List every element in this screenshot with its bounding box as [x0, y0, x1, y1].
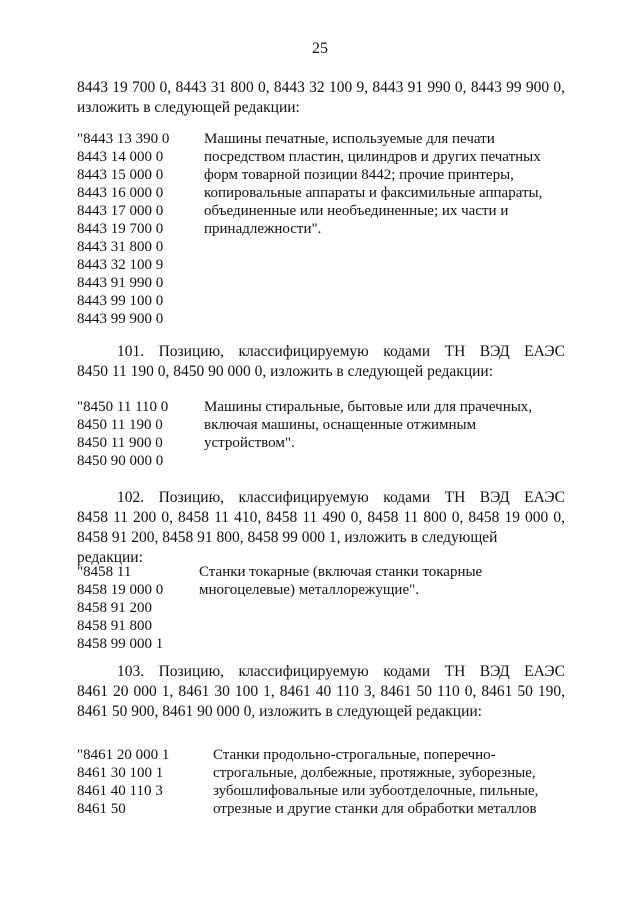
item-101-line-2: 8450 11 190 0, 8450 90 000 0, изложить в следующей редакции: — [77, 363, 494, 380]
item-103-line-2: 8461 20 000 1, 8461 30 100 1, 8461 40 110 3, 8461 50 110 0, 8461 50 190, — [77, 683, 565, 700]
code-item: 8443 31 800 0 — [77, 239, 164, 255]
code-item: 8443 16 000 0 — [77, 185, 164, 201]
description-line: Машины печатные, используемые для печати — [204, 131, 495, 147]
item-102-line-3: 8458 91 200, 8458 91 800, 8458 99 000 1, изложить в следующей редакции: — [77, 529, 498, 566]
code-item: 8458 91 200 — [77, 600, 152, 616]
code-item: 8443 91 990 0 — [77, 275, 164, 291]
code-item: 8443 99 100 0 — [77, 293, 164, 309]
description-line: копировальные аппараты и факсимильные аппараты, — [204, 185, 543, 201]
description-line: Станки продольно-строгальные, поперечно- — [213, 747, 496, 763]
code-item: 8450 11 900 0 — [77, 435, 163, 451]
code-block-8443 — [77, 130, 565, 330]
description — [204, 130, 542, 238]
description — [213, 746, 538, 818]
code-item: 8450 90 000 0 — [77, 453, 164, 469]
description-line: многоцелевые) металлорежущие". — [199, 582, 419, 598]
code-item: 8443 19 700 0 — [77, 221, 164, 237]
page-number: 25 — [312, 40, 328, 57]
item-102-line-2: 8458 11 200 0, 8458 11 410, 8458 11 490 0, 8458 11 800 0, 8458 19 000 0, — [77, 509, 565, 526]
description-line: принадлежности". — [204, 221, 322, 237]
description-line: объединенные или необъединенные; их части и — [204, 203, 509, 219]
description-line: форм товарной позиции 8442; прочие принтеры, — [204, 167, 514, 183]
code-item: 8443 15 000 0 — [77, 167, 164, 183]
description-line: строгальные, долбежные, протяжные, зуборезные, — [213, 765, 536, 781]
code-list — [77, 563, 163, 653]
code-item: 8450 11 190 0 — [77, 417, 163, 433]
intro-line-1: 8443 19 700 0, 8443 31 800 0, 8443 32 100 9, 8443 91 990 0, 8443 99 900 0, — [77, 79, 565, 96]
item-102-line-1: 102. Позицию, классифицируемую кодами ТН ВЭД ЕАЭС — [117, 489, 565, 506]
code-list — [77, 398, 168, 470]
intro-line-2: изложить в следующей редакции: — [77, 99, 300, 116]
description — [204, 398, 532, 452]
description-line: посредством пластин, цилиндров и других печатных — [204, 149, 541, 165]
description — [199, 563, 482, 599]
description-line: зубошлифовальные или зубоотделочные, пильные, — [213, 783, 539, 799]
code-item: 8458 91 800 — [77, 618, 152, 634]
code-item: "8443 13 390 0 — [77, 131, 170, 147]
code-item: 8443 14 000 0 — [77, 149, 164, 165]
description-line: Машины стиральные, бытовые или для прачечных, — [204, 399, 533, 415]
code-item: 8461 30 100 1 — [77, 765, 164, 781]
item-101-line-1: 101. Позицию, классифицируемую кодами ТН ВЭД ЕАЭС — [117, 343, 565, 360]
code-item: "8450 11 110 0 — [77, 399, 169, 415]
description-line: Станки токарные (включая станки токарные — [199, 564, 483, 580]
code-item: 8443 17 000 0 — [77, 203, 164, 219]
description-line: отрезные и другие станки для обработки металлов — [213, 801, 537, 817]
item-103-line-3: 8461 50 900, 8461 90 000 0, изложить в следующей редакции: — [77, 703, 482, 720]
item-103-line-1: 103. Позицию, классифицируемую кодами ТН ВЭД ЕАЭС — [117, 663, 565, 680]
code-item: 8443 99 900 0 — [77, 311, 164, 327]
code-block-8458 — [77, 563, 565, 653]
code-block-8461 — [77, 746, 565, 822]
description-line: включая машины, оснащенные отжимным — [204, 417, 477, 433]
code-list — [77, 130, 169, 328]
code-list — [77, 746, 169, 818]
code-item: 8458 99 000 1 — [77, 636, 164, 652]
code-item: 8458 19 000 0 — [77, 582, 164, 598]
code-item: "8458 11 — [77, 564, 132, 580]
code-block-8450 — [77, 398, 565, 470]
code-item: 8443 32 100 9 — [77, 257, 164, 273]
code-item: 8461 40 110 3 — [77, 783, 163, 799]
code-item: "8461 20 000 1 — [77, 747, 170, 763]
code-item: 8461 50 — [77, 801, 126, 817]
description-line: устройством". — [204, 435, 295, 451]
